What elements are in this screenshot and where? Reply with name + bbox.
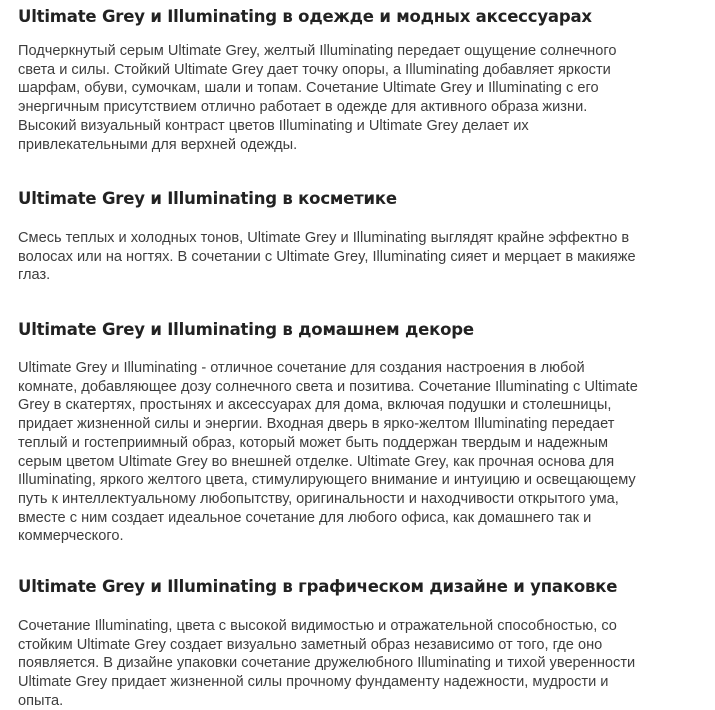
text-line: Ultimate Grey придает жизненной силы прочному фундаменту надежности, мудрости и (18, 674, 609, 691)
section-text-cosmetics (18, 229, 703, 285)
text-line: комнате, добавляющее дозу солнечного света и позитива. Сочетание Illuminating с Ultimate (18, 378, 638, 395)
text-line: Смесь теплых и холодных тонов, Ultimate Grey и Illuminating выглядят крайне эффектно в (18, 230, 630, 246)
text-line: привлекательными для верхней одежды. (18, 136, 298, 153)
section-heading-home-decor: Ultimate Grey и Illuminating в домашнем декоре (18, 320, 474, 339)
text-line: теплый и гостеприимный образ, который может быть поддержан твердым и надежным (18, 434, 608, 451)
text-line: Высокий визуальный контраст цветов Illuminating и Ultimate Grey делает их (18, 117, 529, 134)
text-line: волосах или на ногтях. В сочетании с Ultimate Grey, Illuminating сияет и мерцает в макияже (18, 248, 636, 265)
section-text-home-decor (18, 359, 703, 546)
text-line: серым цветом Ultimate Grey во внешней отделке. Ultimate Grey, как прочная основа для (18, 453, 615, 470)
text-line: опыта. (18, 692, 64, 709)
text-line: придает жизненной силы и энергии. Входная дверь в ярко-желтом Illuminating передает (18, 416, 615, 433)
text-line: Сочетание Illuminating, цвета с высокой видимостью и отражательной способностью, со (18, 618, 617, 634)
section-text-clothing (18, 42, 703, 154)
text-line: Illuminating, яркого желтого цвета, стимулирующего внимание и интуицию и освещающему (18, 472, 636, 489)
section-heading-clothing: Ultimate Grey и Illuminating в одежде и модных аксессуарах (18, 7, 592, 26)
text-line: Ultimate Grey и Illuminating - отличное сочетание для создания настроения в любой (18, 360, 585, 376)
text-line: Grey в скатертях, простынях и аксессуарах для дома, включая подушки и столешницы, (18, 397, 612, 414)
text-line: стойким Ultimate Grey создает визуально заметный образ независимо от того, где оно (18, 636, 603, 653)
text-line: путь к интеллектуальному любопытству, оригинальности и находчивости открытого ума, (18, 490, 619, 507)
section-heading-graphic-design: Ultimate Grey и Illuminating в графическом дизайне и упаковке (18, 577, 618, 596)
text-line: глаз. (18, 267, 51, 284)
text-line: света и силы. Стойкий Ultimate Grey дает точку опоры, а Illuminating добавляет яркости (18, 61, 611, 78)
text-line: шарфам, обуви, сумочкам, шали и топам. Сочетание Ultimate Grey и Illuminating с его (18, 80, 599, 97)
text-line: Подчеркнутый серым Ultimate Grey, желтый Illuminating передает ощущение солнечного (18, 43, 617, 59)
text-line: энергичным присутствием отлично работает в одежде для активного образа жизни. (18, 99, 588, 116)
text-line: коммерческого. (18, 528, 124, 545)
text-line: вместе с ним создает идеальное сочетание для любого офиса, как домашнего так и (18, 509, 592, 526)
text-line: появляется. В дизайне упаковки сочетание дружелюбного Illuminating и тихой уверенности (18, 655, 636, 672)
section-heading-cosmetics: Ultimate Grey и Illuminating в косметике (18, 189, 397, 208)
section-text-graphic-design (18, 617, 703, 710)
